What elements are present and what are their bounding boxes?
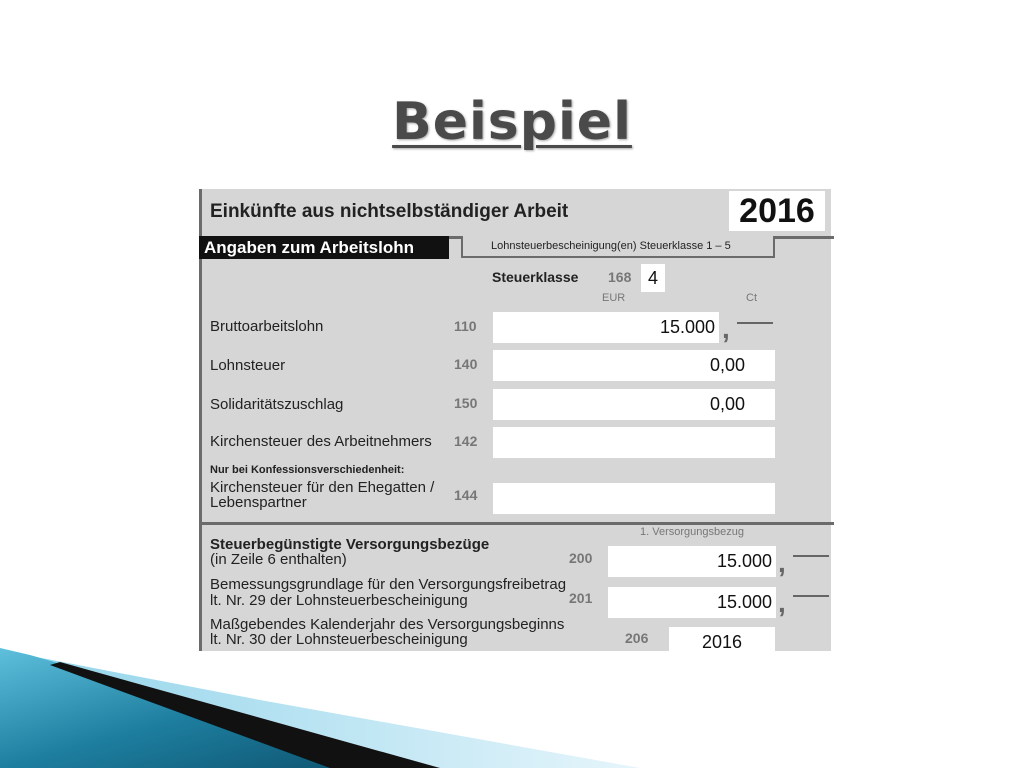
row-label: Steuerbegünstigte Versorgungsbezüge	[210, 536, 490, 553]
solidaritaetszuschlag-field[interactable]: 0,00	[493, 389, 775, 420]
section-band: Angaben zum Arbeitslohn	[199, 236, 449, 259]
row-label: Kirchensteuer des Arbeitnehmers	[210, 433, 432, 450]
tax-form	[199, 189, 831, 651]
bruttoarbeitslohn-field[interactable]: 15.000	[493, 312, 719, 343]
row-code: 206	[625, 630, 649, 646]
cents-dash	[737, 322, 773, 324]
decimal-comma: ,	[778, 587, 786, 618]
row-code: 142	[454, 433, 478, 449]
kalenderjahr-field[interactable]: 2016	[669, 627, 775, 651]
column-ct: Ct	[746, 292, 757, 304]
row-label: Solidaritätszuschlag	[210, 396, 344, 413]
row-label: Bruttoarbeitslohn	[210, 318, 324, 335]
row-label: Maßgebendes Kalenderjahr des Versorgungsbeginns	[210, 616, 565, 633]
steuerklasse-field[interactable]: 4	[641, 264, 665, 292]
row-label: Bemessungsgrundlage für den Versorgungsfreibetrag	[210, 576, 567, 593]
column-eur: EUR	[602, 292, 626, 304]
row-note: Nur bei Konfessionsverschiedenheit:	[210, 464, 405, 476]
year-box: 2016	[729, 191, 825, 231]
bemessungsgrundlage-field[interactable]: 15.000	[608, 587, 776, 618]
row-code: 140	[454, 356, 478, 372]
steuerklasse-label: Steuerklasse	[492, 269, 579, 285]
steuerklasse-code: 168	[608, 269, 632, 285]
form-title: Einkünfte aus nichtselbständiger Arbeit	[210, 201, 569, 222]
cents-dash	[793, 555, 829, 557]
section-divider	[202, 522, 834, 525]
kirchensteuer-ehegatte-field[interactable]	[493, 483, 775, 514]
row-label-cont: Lebenspartner	[210, 494, 307, 511]
row-code: 200	[569, 550, 593, 566]
row-label-cont: lt. Nr. 30 der Lohnsteuerbescheinigung	[210, 631, 468, 648]
lohnsteuer-field[interactable]: 0,00	[493, 350, 775, 381]
slide-title: Beispiel	[392, 92, 632, 152]
cents-dash	[793, 595, 829, 597]
row-code: 201	[569, 590, 593, 606]
row-code: 144	[454, 487, 478, 503]
row-label: Kirchensteuer für den Ehegatten /	[210, 479, 435, 496]
row-label: Lohnsteuer	[210, 357, 286, 374]
row-label-cont: (in Zeile 6 enthalten)	[210, 551, 347, 568]
decimal-comma: ,	[778, 547, 786, 578]
decimal-comma: ,	[722, 313, 730, 344]
versorgung-hint: 1. Versorgungsbezug	[640, 526, 744, 538]
row-label-cont: lt. Nr. 29 der Lohnsteuerbescheinigung	[210, 592, 468, 609]
subheader-box: Lohnsteuerbescheinigung(en) Steuerklasse 1 – 5	[461, 236, 775, 258]
versorgungsbezuege-field[interactable]: 15.000	[608, 546, 776, 577]
row-code: 150	[454, 395, 478, 411]
kirchensteuer-field[interactable]	[493, 427, 775, 458]
row-code: 110	[454, 318, 477, 334]
